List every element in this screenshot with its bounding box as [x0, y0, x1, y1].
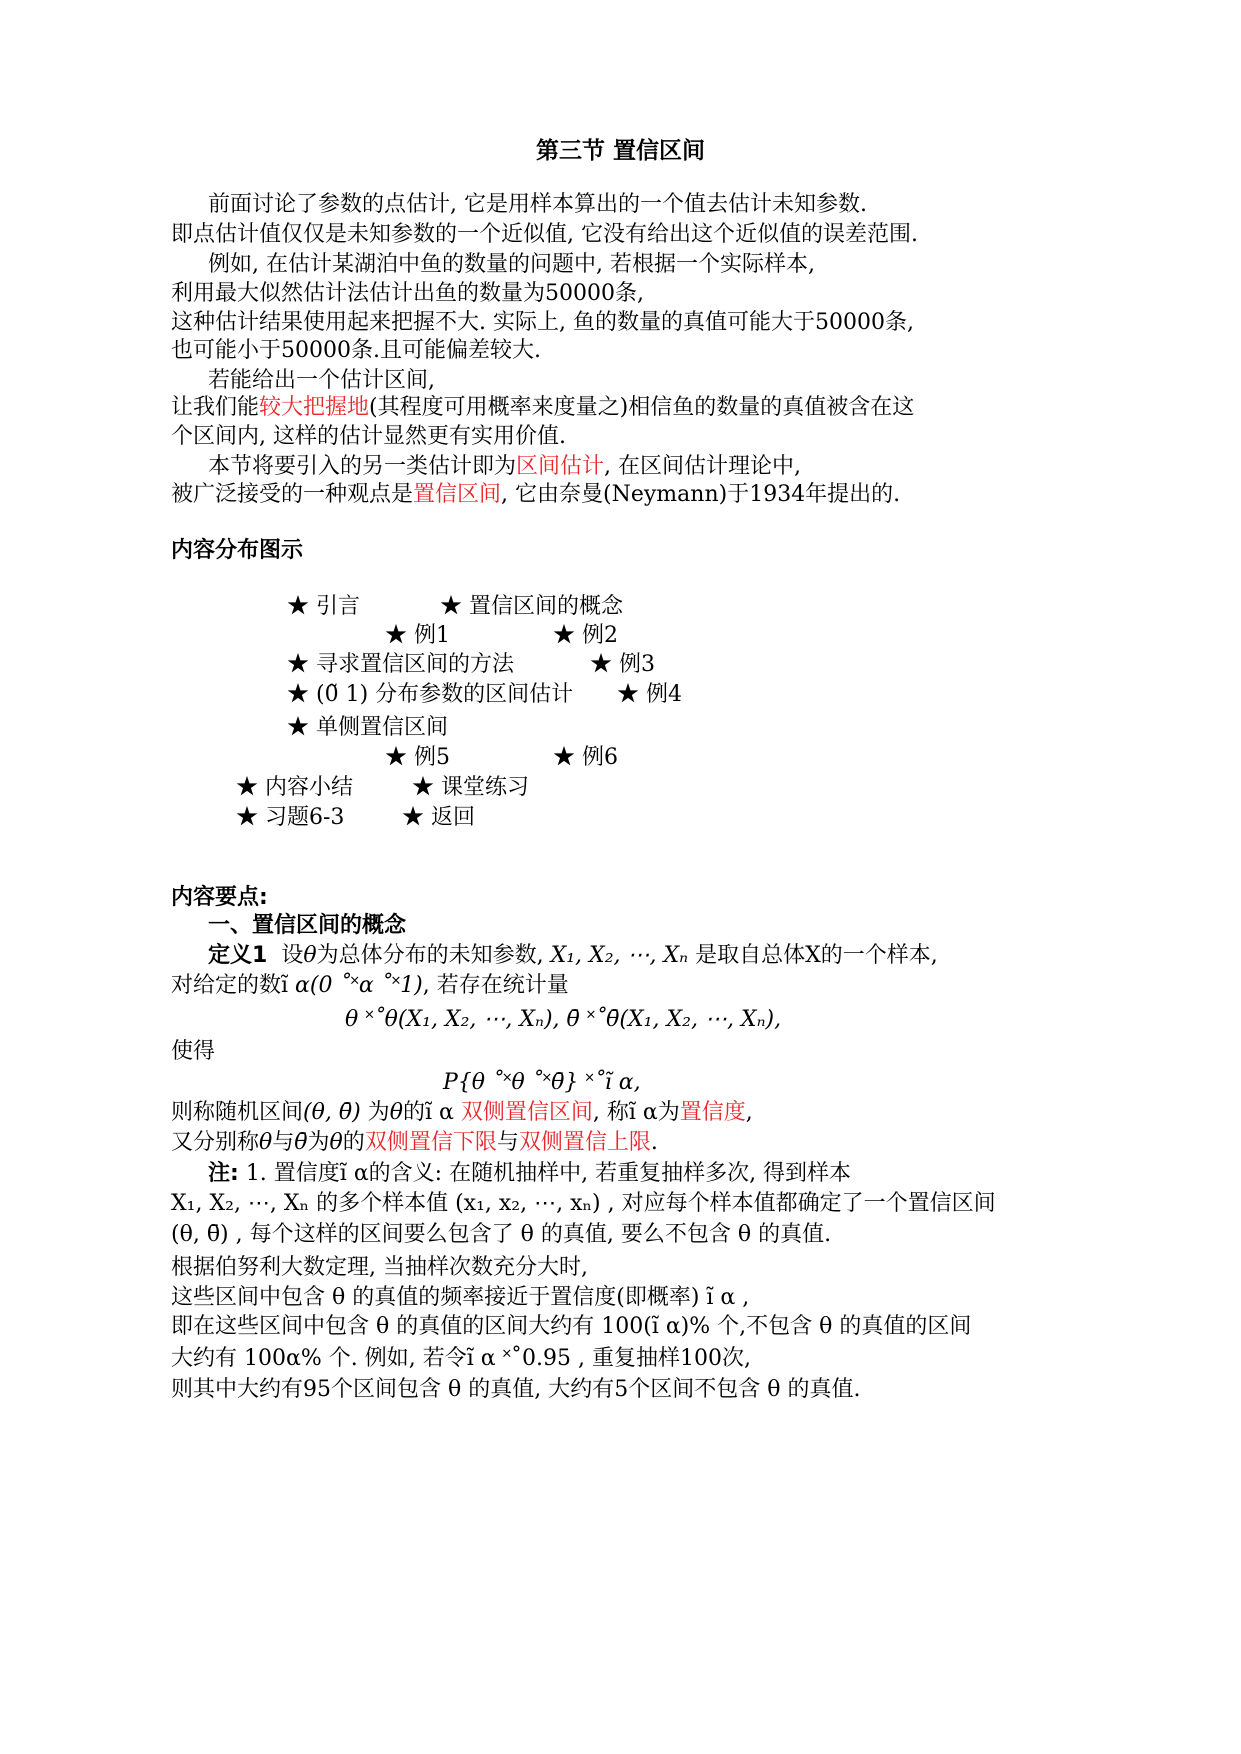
text-line: 例如, 在估计某湖泊中鱼的数量的问题中, 若根据一个实际样本,: [208, 252, 815, 277]
math-symbol: θ: [329, 1130, 343, 1155]
formula-probability: P{θ ˚˟θ ˚˟θ̄} ˟˚ĩ α,: [443, 1070, 641, 1095]
highlight-phrase: 置信区间: [413, 482, 502, 507]
text-span: 的ĩ α: [402, 1100, 454, 1125]
text-span: 对给定的数ĩ: [171, 973, 289, 998]
text-span: 与: [496, 1130, 519, 1155]
text-line: X₁, X₂, ⋯, Xₙ 的多个样本值 (x₁, x₂, ⋯, xₙ) , 对应每个样本值都确定了一个置信区间: [171, 1191, 996, 1216]
text-span: .: [650, 1130, 658, 1155]
text-line: 个区间内, 这样的估计显然更有实用价值.: [171, 424, 566, 449]
text-span: 又分别称: [171, 1130, 260, 1155]
text-line: 这些区间中包含 θ 的真值的频率接近于置信度(即概率) ĩ α ,: [171, 1285, 750, 1310]
toc-link-method[interactable]: ★ 寻求置信区间的方法: [287, 654, 514, 676]
highlight-phrase: 双侧置信区间: [460, 1100, 593, 1125]
text-line: 根据伯努利大数定理, 当抽样次数充分大时,: [171, 1255, 588, 1280]
text-line: 若能给出一个估计区间,: [208, 368, 435, 393]
math-symbol: θ: [389, 1100, 403, 1125]
highlight-phrase: 置信度: [679, 1100, 746, 1125]
toc-link-concept[interactable]: ★ 置信区间的概念: [440, 596, 623, 618]
highlight-phrase: 双侧置信上限: [518, 1130, 651, 1155]
text-line: 大约有 100α% 个. 例如, 若令ĩ α ˟˚0.95 , 重复抽样100次,: [171, 1346, 751, 1371]
text-span: (其程度可用概率来度量之)相信鱼的数量的真值被含在这: [369, 395, 915, 420]
text-line: 这种估计结果使用起来把握不大. 实际上, 鱼的数量的真值可能大于50000条,: [171, 310, 914, 335]
text-line: [208, 456, 801, 478]
math-expression: (θ, θ̄): [303, 1100, 361, 1125]
text-line: 利用最大似然估计法估计出鱼的数量为50000条,: [171, 281, 644, 306]
text-span: 1. 置信度ĩ α的含义: 在随机抽样中, 若重复抽样多次, 得到样本: [245, 1161, 852, 1186]
text-span: 设: [281, 943, 304, 968]
text-line: [171, 1102, 753, 1124]
toc-link-example-3[interactable]: ★ 例3: [590, 654, 655, 676]
toc-link-example-2[interactable]: ★ 例2: [553, 625, 618, 647]
highlight-phrase: 双侧置信下限: [364, 1130, 497, 1155]
toc-link-distribution[interactable]: ★ (0̃ 1) 分布参数的区间估计: [287, 684, 573, 706]
text-span: 则称随机区间: [171, 1100, 304, 1125]
toc-heading: 内容分布图示: [171, 538, 304, 563]
text-line: 即点估计值仅仅是未知参数的一个近似值, 它没有给出这个近似值的误差范围.: [171, 222, 918, 247]
text-span: 为: [657, 1100, 680, 1125]
text-span: 的: [342, 1130, 365, 1155]
text-line: 前面讨论了参数的点估计, 它是用样本算出的一个值去估计未知参数.: [208, 192, 867, 217]
toc-link-example-1[interactable]: ★ 例1: [385, 625, 450, 647]
text-line: 也可能小于50000条.且可能偏差较大.: [171, 338, 541, 363]
text-span: , 它由奈曼(Neymann)于1934年提出的.: [501, 482, 901, 507]
text-span: 为总体分布的未知参数,: [316, 943, 544, 968]
math-symbol: θ: [259, 1130, 273, 1155]
toc-link-summary[interactable]: ★ 内容小结: [236, 777, 353, 799]
toc-link-intro[interactable]: ★ 引言: [287, 596, 360, 618]
toc-link-exercise[interactable]: ★ 习题6-3: [236, 807, 344, 829]
toc-link-example-5[interactable]: ★ 例5: [385, 747, 450, 769]
text-line: [171, 975, 569, 997]
toc-link-example-4[interactable]: ★ 例4: [617, 684, 682, 706]
text-span: , 若存在统计量: [422, 973, 569, 998]
formula-statistics: θ ˟˚θ(X₁, X₂, ⋯, Xₙ), θ̄ ˟˚θ̄(X₁, X₂, ⋯, Xₙ),: [345, 1007, 782, 1032]
toc-link-back[interactable]: ★ 返回: [402, 807, 475, 829]
text-span: , 称ĩ α: [592, 1100, 658, 1125]
text-span: 让我们能: [171, 395, 260, 420]
text-span: 本节将要引入的另一类估计即为: [208, 454, 517, 479]
text-span: 被广泛接受的一种观点是: [171, 482, 414, 507]
highlight-phrase: 区间估计: [516, 454, 605, 479]
text-line: [171, 397, 914, 419]
page-title: 第三节 置信区间: [535, 138, 705, 164]
math-expression: X₁, X₂, ⋯, Xₙ: [550, 943, 689, 968]
highlight-phrase: 较大把握地: [259, 395, 370, 420]
text-line: 使得: [171, 1039, 216, 1064]
toc-link-example-6[interactable]: ★ 例6: [553, 747, 618, 769]
text-line: 即在这些区间中包含 θ 的真值的区间大约有 100(ĩ α)% 个,不包含 θ 的真值的区间: [171, 1314, 972, 1339]
text-line: 则其中大约有95个区间包含 θ 的真值, 大约有5个区间不包含 θ 的真值.: [171, 1377, 861, 1402]
text-line: [208, 1163, 851, 1185]
text-line: (θ, θ̄) , 每个这样的区间要么包含了 θ 的真值, 要么不包含 θ 的真值.: [171, 1222, 832, 1247]
math-expression: α(0 ˚˟α ˚˟1): [295, 973, 423, 998]
math-symbol: θ̄: [294, 1130, 308, 1155]
definition-label: 定义1: [208, 943, 268, 968]
text-span: ,: [745, 1100, 753, 1125]
text-line: [171, 1132, 658, 1154]
note-label: 注:: [208, 1161, 239, 1186]
text-span: 与: [272, 1130, 295, 1155]
math-symbol: θ: [303, 943, 317, 968]
section-heading: 一、置信区间的概念: [208, 913, 407, 938]
text-span: 为: [307, 1130, 330, 1155]
text-span: , 在区间估计理论中,: [604, 454, 802, 479]
text-line: [171, 484, 900, 506]
text-span: 是取自总体X的一个样本,: [695, 943, 938, 968]
text-line: [208, 945, 938, 967]
toc-link-one-sided[interactable]: ★ 单侧置信区间: [287, 717, 448, 739]
text-span: 为: [367, 1100, 390, 1125]
points-heading: 内容要点:: [171, 885, 268, 910]
toc-link-practice[interactable]: ★ 课堂练习: [412, 777, 529, 799]
